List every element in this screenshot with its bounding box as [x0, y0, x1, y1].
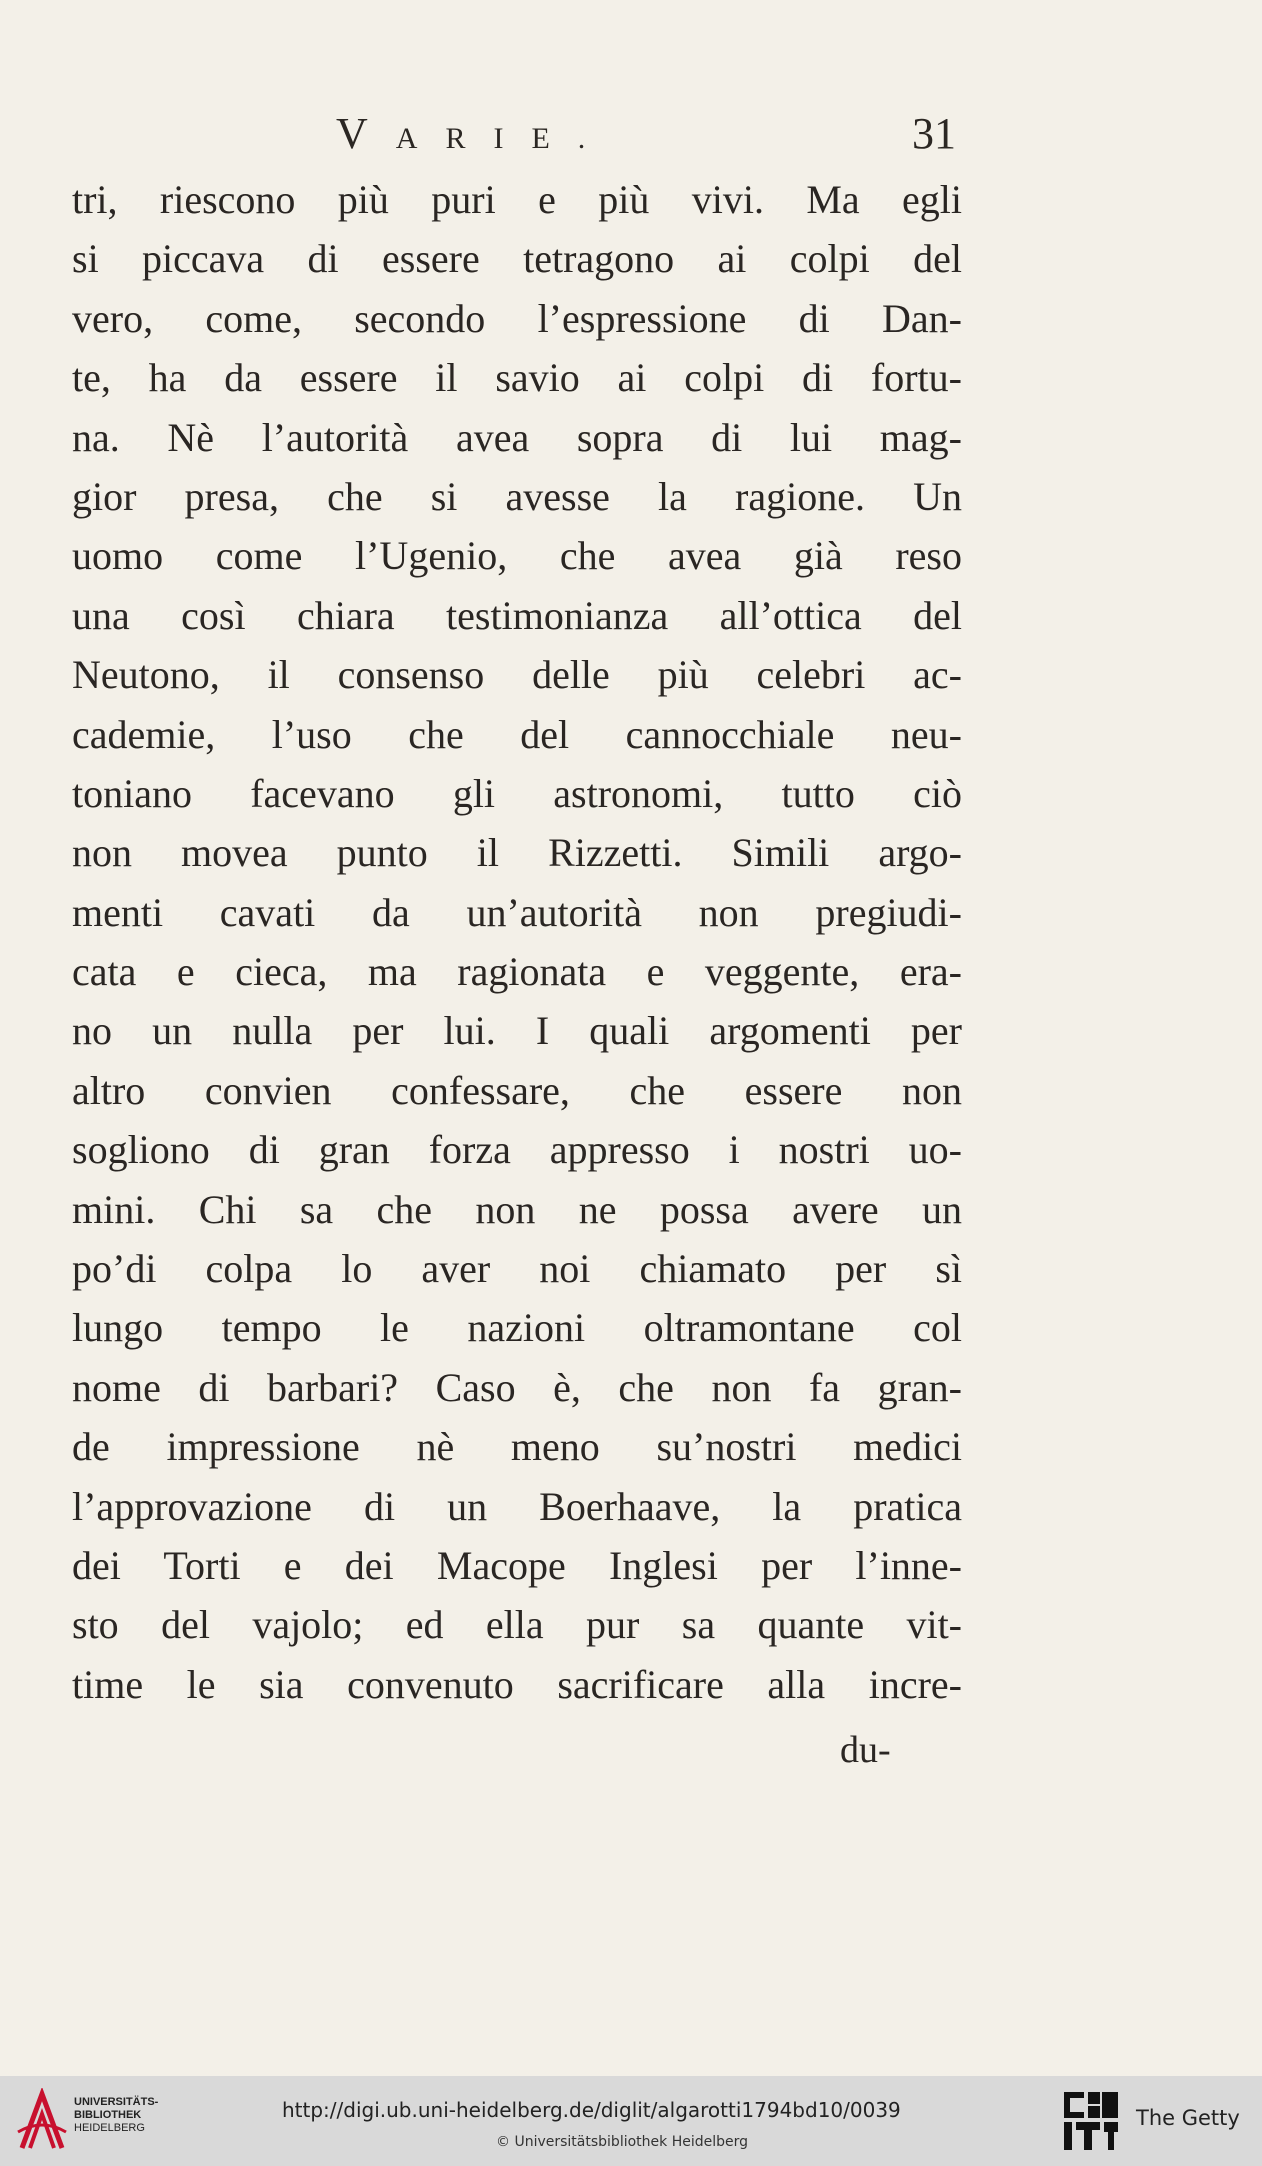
- text-line: lungo tempo le nazioni oltramontane col: [72, 1305, 962, 1351]
- text-line: po’di colpa lo aver noi chiamato per sì: [72, 1246, 962, 1292]
- text-line: de impressione nè meno su’nostri medici: [72, 1424, 962, 1470]
- body-text: [72, 170, 962, 1714]
- text-line: gior presa, che si avesse la ragione. Un: [72, 473, 962, 519]
- text-line: time le sia convenuto sacrificare alla incre-: [72, 1661, 962, 1707]
- text-line: na. Nè l’autorità avea sopra di lui mag-: [72, 414, 962, 460]
- text-line: cata e cieca, ma ragionata e veggente, era-: [72, 949, 962, 995]
- text-line: no un nulla per lui. I quali argomenti per: [72, 1008, 962, 1054]
- text-line: sto del vajolo; ed ella pur sa quante vit-: [72, 1602, 962, 1648]
- text-line: l’approvazione di un Boerhaave, la pratica: [72, 1483, 962, 1529]
- text-line: si piccava di essere tetragono ai colpi del: [72, 236, 962, 282]
- text-line: vero, come, secondo l’espressione di Dan-: [72, 295, 962, 341]
- running-head: [0, 108, 1262, 164]
- text-line: non movea punto il Rizzetti. Simili argo-: [72, 830, 962, 876]
- text-line: Neutono, il consenso delle più celebri ac-: [72, 652, 962, 698]
- page-number: 31: [912, 109, 956, 158]
- library-name: UNIVERSITÄTS- BIBLIOTHEK HEIDELBERG: [74, 2096, 159, 2134]
- copyright-notice: © Universitätsbibliothek Heidelberg: [496, 2134, 749, 2150]
- footer-bar: [0, 2076, 1262, 2166]
- getty-logo-icon: [1062, 2090, 1120, 2152]
- text-line: cademie, l’uso che del cannocchiale neu-: [72, 711, 962, 757]
- running-head-initial: V: [336, 109, 396, 158]
- getty-label: The Getty: [1136, 2106, 1240, 2130]
- running-head-title: [336, 108, 613, 159]
- catchword: du-: [840, 1729, 891, 1771]
- text-line: una così chiara testimonianza all’ottica del: [72, 592, 962, 638]
- text-line: te, ha da essere il savio ai colpi di fortu-: [72, 355, 962, 401]
- text-line: mini. Chi sa che non ne possa avere un: [72, 1186, 962, 1232]
- text-line: dei Torti e dei Macope Inglesi per l’inne-: [72, 1542, 962, 1588]
- text-line: menti cavati da un’autorità non pregiudi-: [72, 889, 962, 935]
- text-line: sogliono di gran forza appresso i nostri uo-: [72, 1127, 962, 1173]
- text-line: nome di barbari? Caso è, che non fa gran-: [72, 1364, 962, 1410]
- ub-heidelberg-logo-icon: [14, 2088, 70, 2154]
- text-line: tri, riescono più puri e più vivi. Ma egli: [72, 177, 962, 222]
- text-line: uomo come l’Ugenio, che avea già reso: [72, 533, 962, 579]
- text-line: altro convien confessare, che essere non: [72, 1067, 962, 1113]
- running-head-rest: ARIE.: [395, 122, 614, 155]
- text-line: toniano facevano gli astronomi, tutto ciò: [72, 770, 962, 816]
- source-url-link[interactable]: http://digi.ub.uni-heidelberg.de/diglit/algarotti1794bd10/0039: [282, 2098, 901, 2122]
